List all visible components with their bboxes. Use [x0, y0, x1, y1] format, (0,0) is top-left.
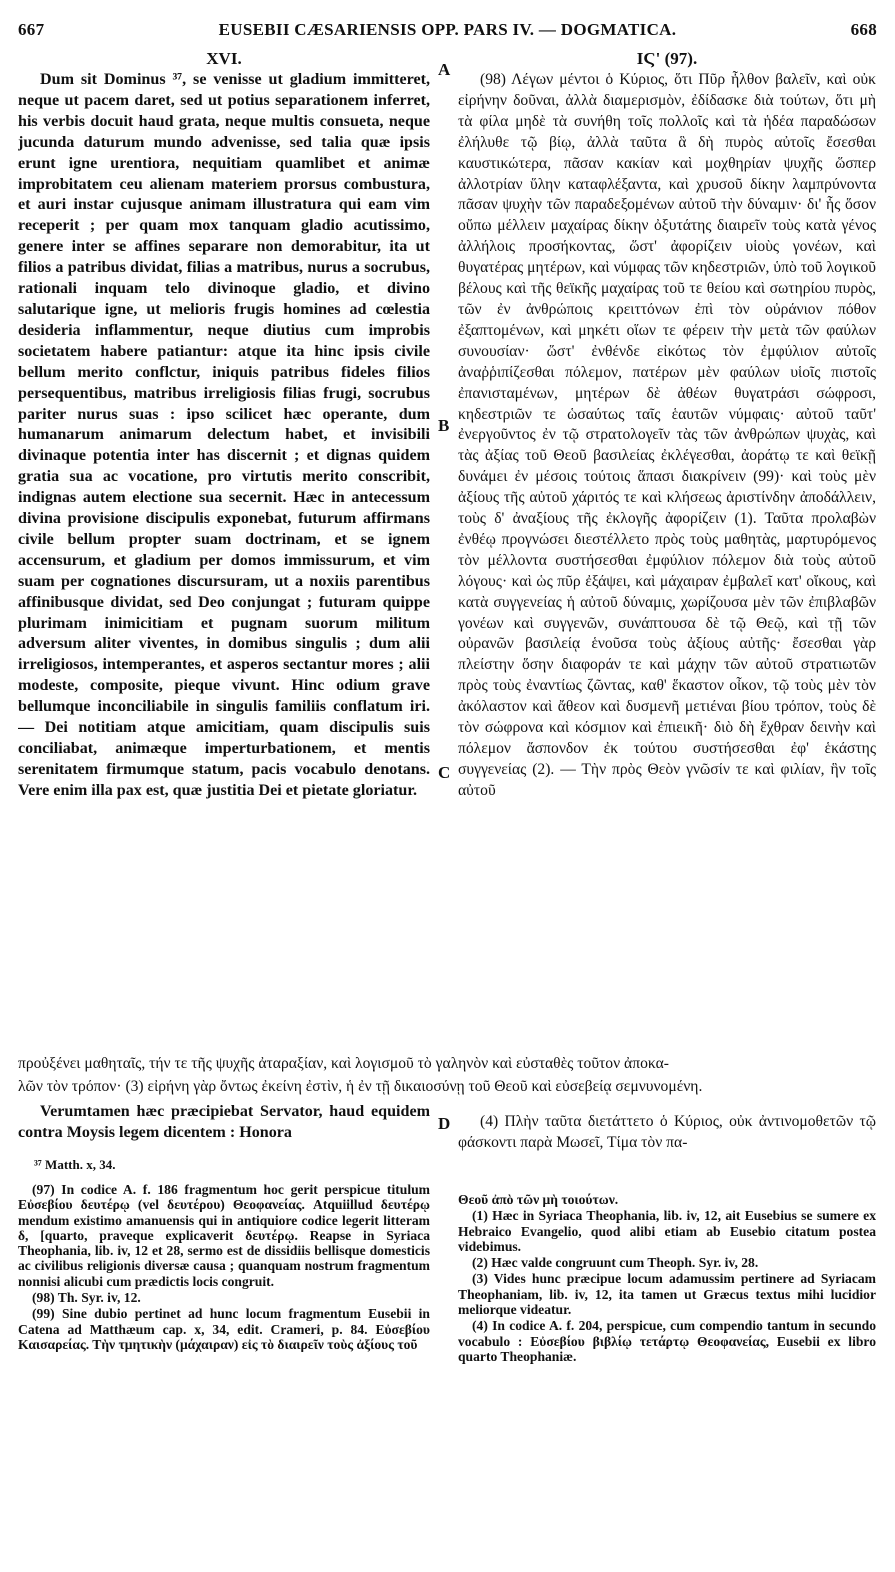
note-1: (1) Hæc in Syriaca Theophania, lib. iv, 12, ait Eusebius se sumere ex Hebraico Evangelio, quod alibi etiam ab Eusebio citatum postea videbimus.	[458, 1208, 876, 1254]
page-number-left: 667	[18, 20, 45, 39]
page-number-right: 668	[850, 20, 877, 39]
latin-paragraph-2-box	[18, 1102, 430, 1148]
greek-paragraph: (98) Λέγων μέντοι ὁ Κύριος, ὅτι Πῦρ ἦλθον βαλεῖν, καὶ οὐκ εἰρήνην δοῦναι, ἀλλὰ διαμερισμὸν, ἐδίδασκε διὰ τούτων, ὅτι μὴ τὰ φίλα μηδὲ τὰ συνήθη τοῖς πολλοῖς καὶ τὰ ἡδέα παραδώσων ἐλήλυθε τῷ βίῳ, ἀλλὰ ταῦτα ἃ δὴ πυρὸς αὐτοῖς ἔσεσθαι καυστικώτερα, πᾶσαν κακίαν καὶ μοχθηρίαν ψυχῆς ὥσπερ ἀλλοτρίαν ὕλην καταφλέξαντα, καὶ χρυσοῦ δίκην λαμπρύνοντα πᾶσαν ψυχὴν τῶν παραδεξομένων αὐτοῦ τὴν δύναμιν· δι' ἧς ὅσον οὔπω μέλλειν μαχαίρας δίκην ὀξυτάτης διαιρεῖν τοὺς κατὰ γένος ἀλλήλοις προσήκοντας, ὥστ' ἀφορίζειν υἱοὺς γονέων, καὶ θυγατέρας μητέρων, καὶ νύμφας τῶν κηδεστριῶν, ὑπὸ τοῦ λογικοῦ βέλους καὶ τῆς θεϊκῆς μαχαίρας τοῦ τε θείου καὶ σωτηρίου πυρὸς, τῶν ἐν ἀνθρώποις κρειττόνων ἐπὶ τὸν οὐράνιον πόθον ἐξαπτομένων, καὶ μηκέτι οἵων τε φέρειν τὴν μετὰ τῶν φαύλων συνουσίαν· ὥστ' ἐνθένδε εἰκότως τὸν ἐμφύλιον αὐτοῖς ἀναῤῥιπίζεσθαι πόλεμον, πατέρων μὲν φαύλων υἱοῖς πιστοῖς ἐπανισταμένων, μητέρων δὲ ἀθέων θυγατράσι σώφροσι, κηδεστριῶν τε ὡσαύτως ταῖς ἑαυτῶν νύμφαις· αὐτοῦ ταῦτ' ἐνεργοῦντος ἐν τῷ στρατολογεῖν τὰς τῶν ἀνθρώπων ψυχὰς, καὶ τὰς ἀξίας τοῦ Θεοῦ βασιλείας ἐκλέγεσθαι, ἀοράτῳ τε καὶ θεϊκῇ δυνάμει ἐν μέσοις τούτοις ἅπασι διακρίνειν (99)· καὶ τοὺς μὲν ἀξίους τῆς αὐτοῦ χάριτός τε καὶ κλήσεως ἀριστίνδην ἀποδάλλειν, τοὺς δ' ἀναξίους τῆς ἐκλογῆς ἀφορίζειν (1). Ταῦτα προλαβὼν ἐνθέῳ προγνώσει διεστέλλετο πρὸς τοὺς μαθητὰς, μαρτυρόμενος τὸν μέλλοντα συστήσεσθαι ἐμφύλιον πόλεμον διὰ τοὺς αὐτοῦ λόγους· καὶ ὡς πῦρ ἐξάψει, καὶ μάχαιραν ἐμβαλεῖ κατ' οἴκους, καὶ κατὰ συγγενείας ἡ αὐτοῦ δύναμις, χωρίζουσα μὲν τῶν ἐπιβλαβῶν γονέων καὶ συγγενῶν, συνάπτουσα δὲ τῷ Θεῷ, καὶ τῇ τῶν οὐρανῶν βασιλείᾳ ἑνοῦσα τοὺς ἀξίους αὐτῆς· ἔσεσθαι γὰρ πλείστην ὅσην διαφοράν τε καὶ μάχην τῶν αὐτοῦ στρατιωτῶν πρὸς τοὺς ἐναντίως ζῶντας, καθ' ἕκαστον οἶκον, τῷ τοὺς μὲν τὸν ἀκόλαστον καὶ ἄθεον καὶ δυσμενῆ μετιέναι βίου τρόπον, τοὺς δὲ τὸν σώφρονα καὶ κόσμιον καὶ ἐπιεικῆ· διὸ δὴ ἔχθραν δεινὴν καὶ πόλεμον ἄσπονδον ἐκ τούτου συστήσεσθαι ἐφ' ἑκάστης συγγενείας (2). — Τὴν πρὸς Θεὸν γνῶσίν τε καὶ φιλίαν, ἣν τοῖς αὐτοῦ	[458, 71, 876, 799]
note-continuation: Θεοῦ ἀπὸ τῶν μὴ τοιούτων.	[458, 1192, 619, 1207]
note-99: (99) Sine dubio pertinet ad hunc locum fragmentum Eusebii in Catena ad Matthæum cap. x, 34, edit. Crameri, p. 84. Εὐσεβίου Καισαρείας. Τὴν τμητικὴν (μάχαιραν) εἰς τὸ διαιρεῖν τοὺς ἀξίους τοῦ	[18, 1306, 430, 1352]
latin-column	[18, 48, 430, 1050]
running-title: EUSEBII CÆSARIENSIS OPP. PARS IV. — DOGMATICA.	[218, 20, 677, 39]
note-2: (2) Hæc valde congruunt cum Theoph. Syr. iv, 28.	[472, 1255, 759, 1271]
notes-right	[458, 1192, 876, 1512]
note-97: (97) In codice A. f. 186 fragmentum hoc gerit perspicue titulum Εὐσεβίου δευτέρῳ (vel δευτέρου) Θεοφανείας. Atquiillud δευτέρῳ mendum existimo amanuensis qui in antiquiore codice legerit litteram δ, [quarto, praveque explicaverit δευτέρῳ. Reapse in Syriaca Theophania, lib. iv, 12 et 28, sermo est de dissidiis bellisque domesticis ac civilibus religionis diversæ causa ; quanquam nostrum fragmentum nonnisi alicubi cum prædictis locis congruit.	[18, 1182, 430, 1289]
greek-paragraph-2-box	[458, 1112, 876, 1158]
margin-marker-d: D	[438, 1114, 451, 1133]
latin-section-title: XVI.	[206, 49, 242, 68]
note-4: (4) In codice A. f. 204, perspicue, cum compendio tantum in secundo vocabulo : Εὐσεβίου βιβλίῳ τετάρτῳ Θεοφανείας, Eusebii ex libro quarto Theophaniæ.	[458, 1318, 876, 1364]
latin-paragraph-2: Verumtamen hæc præcipiebat Servator, haud equidem contra Moysis legem dicentem : Honora	[18, 1103, 430, 1141]
greek-span-line: προὐξένει μαθηταῖς, τήν τε τῆς ψυχῆς ἀταραξίαν, καὶ λογισμοῦ τὸ γαληνὸν καὶ εὐσταθὲς τοῦτον ἀποκα-	[18, 1055, 669, 1072]
running-header	[18, 8, 877, 38]
greek-section-title: ΙϚ' (97).	[636, 49, 698, 68]
margin-marker-b: B	[438, 416, 450, 435]
greek-column	[458, 48, 876, 1050]
latin-paragraph: Dum sit Dominus ³⁷, se venisse ut gladium immitteret, neque ut pacem daret, sed ut potius separationem inferret, his verbis docuit haud grata, neque multis consueta, neque jucunda daturum mundo advenisse, sed talia quæ ipsis erunt igne urentiora, nequitiam quamlibet et animæ improbitatem ceu alienam materiem prorsus combustura, et auri instar cujusque animam illustratura qui eam vim receperit ; per quam mox tanquam gladio acutissimo, genere inter se affines separare non demorabitur, ita ut filios a patribus dividat, filias a matribus, nurus a socrubus, rationali inquam telo divinoque gladio, et divino salutarique igne, ut melioris frugis homines ad cœlestia desideria inflammentur, neque diutius cum improbis societatem habere patiantur: atque ita hinc ipsis civile bellum merito conflctur, iniquis patribus fideles filios persequentibus, matribus irreligiosis filias frugi, socrubus pariter nurus suas : ipso scilicet hæc operante, dum humanarum animarum delectum habet, et invisibili divinaque potentia inter has discernit ; et dignas quidem gratia sua ac vocatione, pro virtutis merito conscribit, indignas autem electione sua secernit. Hæc in antecessum divina provisione discipulis exponebat, futurum affirmans civile bellum propter suam doctrinam, et se ignem accensurum, et gladium per domos immissurum, et vim suam per cognationes discursuram, ut a noxiis parentibus affinibusque dividat, sed Deo conjungat ; futuram quippe plurimam inimicitiam et pugnam suorum militum adversum aliter viventes, in domibus singulis ; dum alii irreligiosos, intemperantes, et asperos sectantur mores ; alii modeste, composite, pieque vivunt. Hinc odium grave bellumque inconciliabile in singulis familiis conflatum iri. — Dei notitiam atque amicitiam, quam discipulis suis conciliabat, animæque imperturbationem, et mentis serenitatem firmumque statum, pacis vocabulo denotans. Vere enim illa pax est, quæ justitia Dei et pietate gloriatur.	[18, 71, 430, 799]
greek-span-line: λῶν τὸν τρόπον· (3) εἰρήνη γὰρ ὄντως ἐκείνη ἐστὶν, ἡ ἐν τῇ δικαιοσύνῃ τοῦ Θεοῦ καὶ εὐσεβείᾳ σεμνυνομένη.	[18, 1078, 703, 1095]
margin-marker-c: C	[438, 763, 451, 782]
note-3: (3) Vides hunc præcipue locum adamussim pertinere ad Syriacam Theophaniam, lib. iv, 12, ita tamen ut Græcus textus mihi lucidior meliorque videatur.	[458, 1271, 876, 1318]
scripture-reference: ³⁷ Matth. x, 34.	[34, 1157, 116, 1172]
margin-marker-a: A	[438, 60, 451, 79]
note-98: (98) Th. Syr. iv, 12.	[32, 1290, 141, 1306]
notes-left	[18, 1182, 430, 1567]
greek-paragraph-2: (4) Πλὴν ταῦτα διετάττετο ὁ Κύριος, οὐκ ἀντινομοθετῶν τῷ φάσκοντι παρὰ Μωσεῖ, Τίμα τὸν πα-	[458, 1113, 876, 1151]
